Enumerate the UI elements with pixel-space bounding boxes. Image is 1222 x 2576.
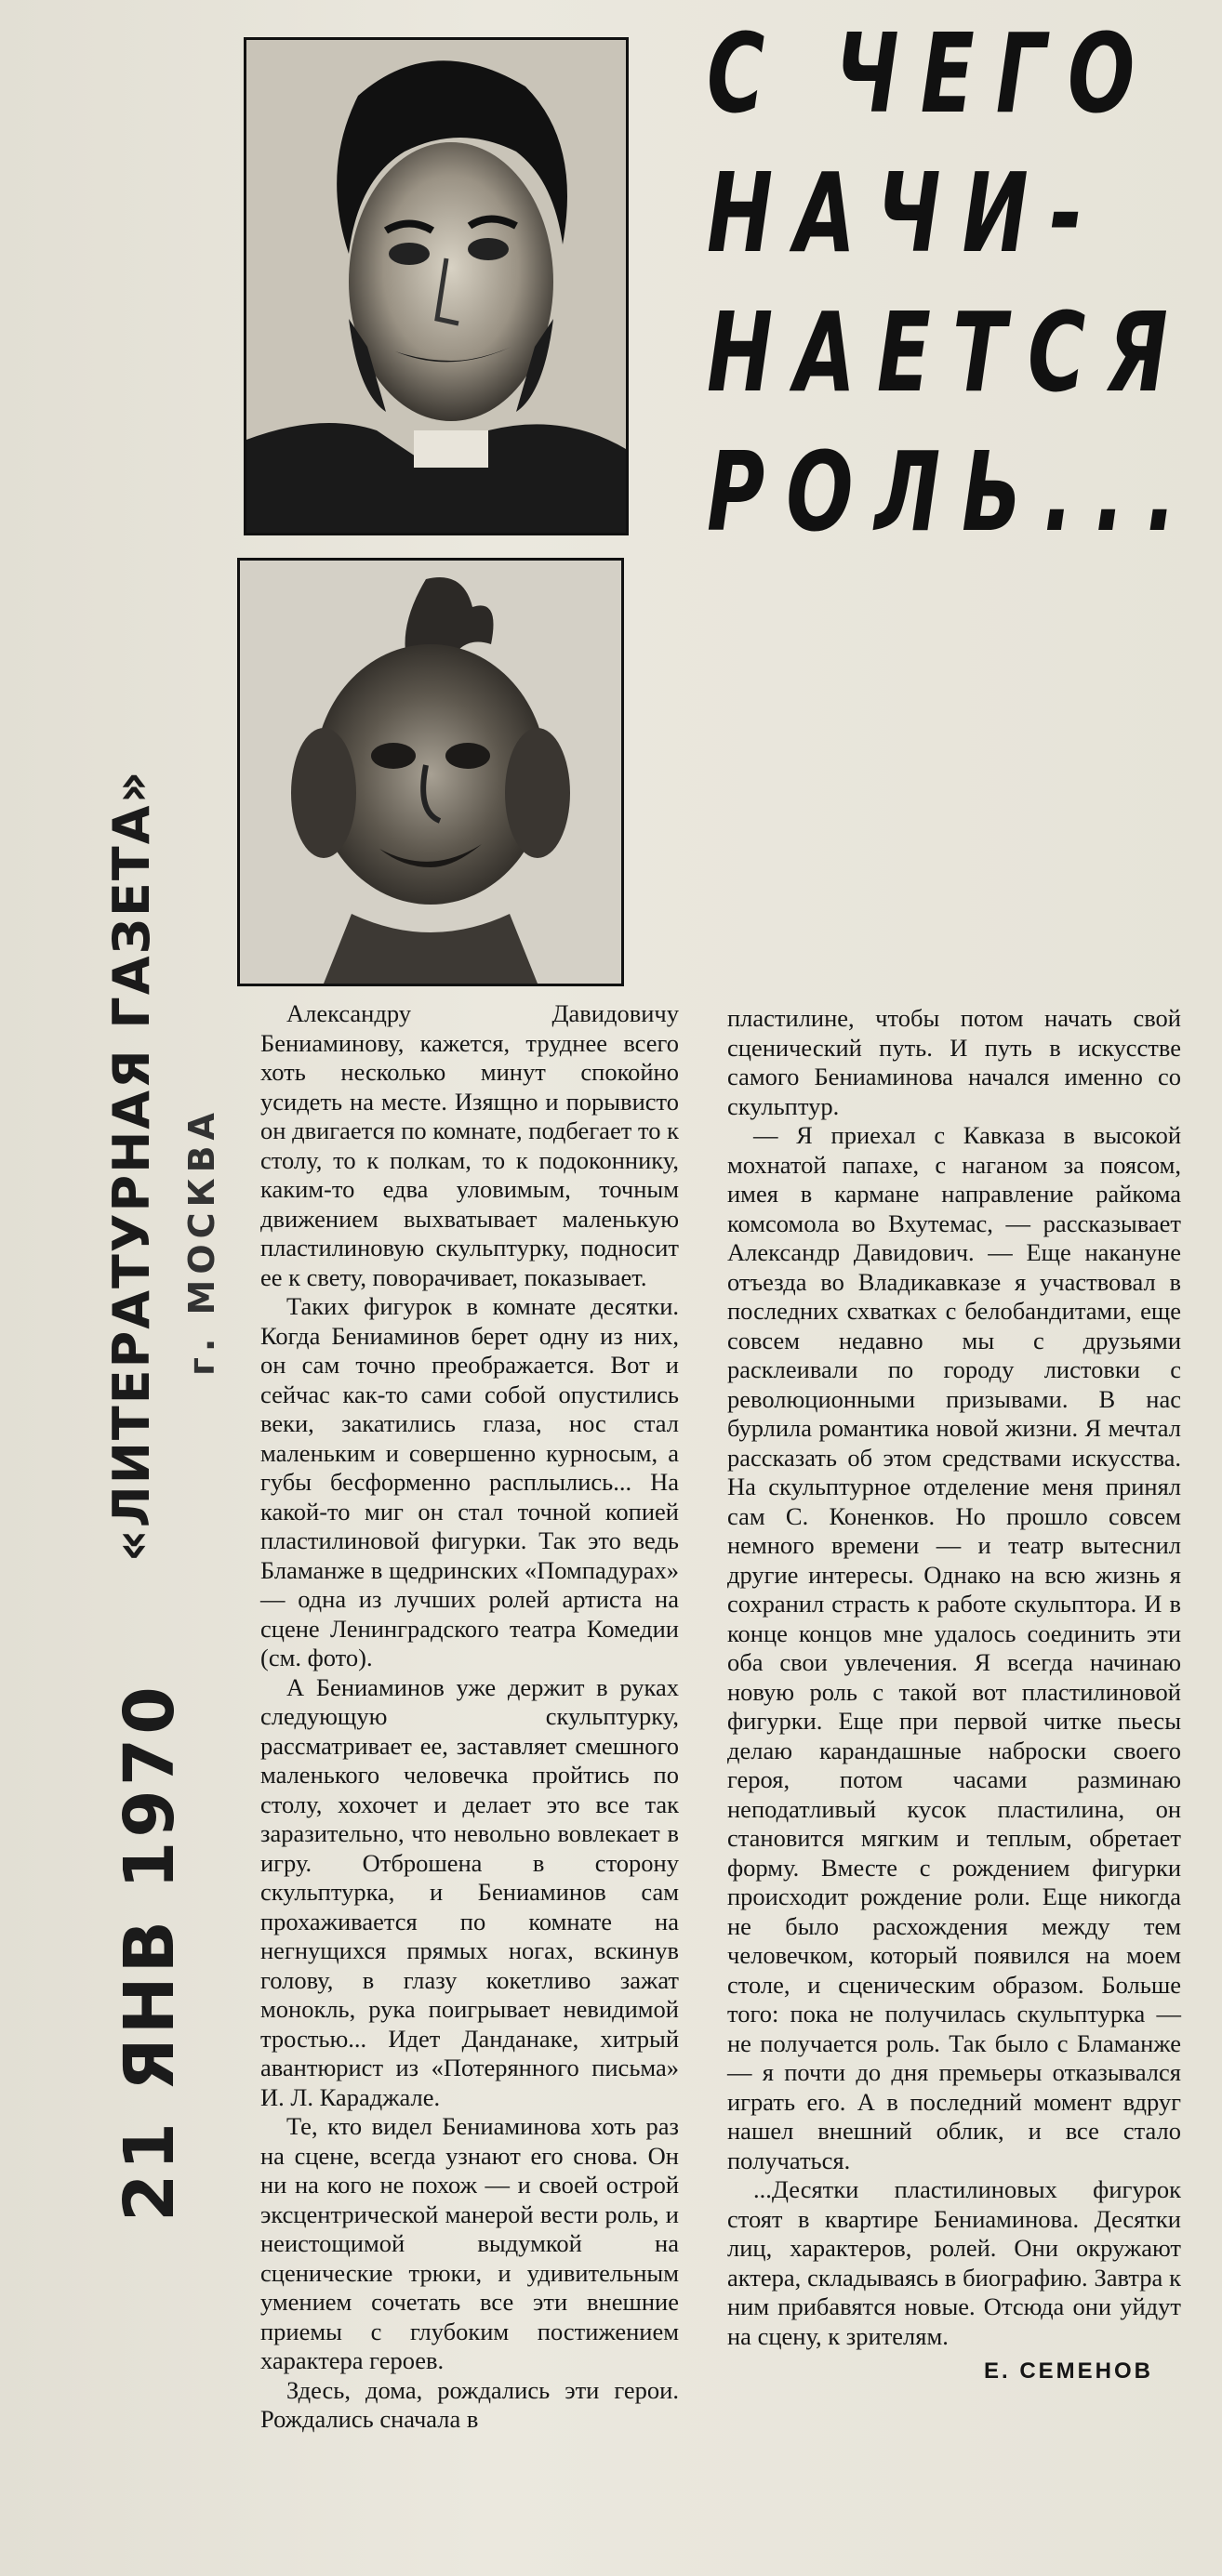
date-stamp: 21 ЯНВ 1970 (110, 1683, 190, 2222)
headline-line-1: С ЧЕГО (707, 9, 1157, 138)
paragraph: пластилине, чтобы потом начать свой сценический путь. И путь в искусстве самого Бениаминова начался именно со скульптур. (727, 1004, 1181, 1120)
newspaper-name-stamp: «ЛИТЕРАТУРНАЯ ГАЗЕТА» (102, 769, 161, 1562)
actor-portrait-image (246, 40, 626, 533)
article-column-left (260, 999, 679, 2435)
actor-portrait-photo (244, 37, 629, 535)
paragraph: — Я приехал с Кавказа в высокой мохнатой папахе, с наганом за поясом, имея в кармане направление райкома комсомола во Вхутемас, — рассказывает Александр Давидович. — Еще накануне отъезда во Владикавказе я участвовал в последних схватках с белобандитами, еще совсем недавно мы с друзьями расклеивали по городу листовки с революционными призывами. В нас бурлила романтика новой жизни. Я мечтал рассказать об этом средствами искусства. На скульптурное отделение меня принял сам С. Коненков. Но прошло совсем немного времени — и театр вытеснил другие интересы. Однако на всю жизнь я сохранил страсть к работе скульптора. И в конце концов мне удалось соединить эти оба свои увлечения. Я всегда начинаю новую роль с такой вот пластилиновой фигурки. Еще при первой читке пьесы делаю карандашные наброски своего героя, потом часами разминаю неподатливый кусок пластилина, он становится мягким и теплым, обретает форму. Вместе с рождением фигурки происходит рождение роли. Еще никогда не было расхождения между тем человечком, который появился на моем столе, и сценическим образом. Больше того: пока не получилась скульптурка — не получается роль. Так было с Бламанже — я почти до дня премьеры отказывался играть его. А в последний момент вдруг нашел внешний облик, и все стало получаться. (727, 1121, 1181, 2174)
headline-line-2: НАЧИ- (707, 149, 1105, 277)
paragraph: Те, кто видел Бениаминова хоть раз на сцене, всегда узнают его снова. Он ни на кого не похож — и своей острой эксцентрической манерой вести роль, и неистощимой выдумкой на сценические трюки, и удивительным умением сочетать все эти внешние приемы с глубоким постижением характера героев. (260, 2112, 679, 2374)
article-column-right (727, 1004, 1181, 2386)
paragraph: Здесь, дома, рождались эти герои. Рождались сначала в (260, 2375, 679, 2433)
author-signature: Е. СЕМЕНОВ (983, 2358, 1153, 2384)
headline-line-3: НАЕТСЯ (707, 288, 1189, 416)
plasticine-figurine-photo (237, 558, 624, 986)
article-headline (707, 9, 1198, 576)
paragraph: ...Десятки пластилиновых фигурок стоят в квартире Бениаминова. Десятки лиц, характеров, ролей. Они окружают актера, складываясь в биографию. Завтра к ним прибавятся новые. Отсюда они уйдут на сцену, к зрителям. (727, 2175, 1181, 2350)
headline-line-4: РОЛЬ... (707, 428, 1198, 556)
city-stamp: г. МОСКВА (181, 1107, 222, 1376)
paragraph: Таких фигурок в комнате десятки. Когда Бениаминов берет одну из них, он сам точно преображается. Вот и сейчас как-то сами собой опустились веки, закатились глаза, нос стал маленьким и совершенно курносым, а губы бесформенно расплылись... На какой-то миг он стал точной копией пластилиновой фигурки. Так это ведь Бламанже в щедринских «Помпадурах» — одна из лучших ролей артиста на сцене Ленинградского театра Комедии (см. фото). (260, 1292, 679, 1671)
paragraph: Александру Давидовичу Бениаминову, кажется, труднее всего хоть несколько минут спокойно усидеть на месте. Изящно и порывисто он двигается по комнате, подбегает то к столу, то к полкам, то к подоконнику, каким-то едва уловимым, точным движением выхватывает маленькую пластилиновую скульптурку, подносит ее к свету, поворачивает, показывает. (260, 999, 679, 1291)
plasticine-figurine-image (240, 561, 621, 984)
paragraph: А Бениаминов уже держит в руках следующую скульптурку, рассматривает ее, заставляет смешного маленького человечка пройтись по столу, хохочет и делает это все так заразительно, что невольно вовлекает в игру. Отброшена в сторону скульптурка, и Бениаминов сам прохаживается по комнате на негнущихся прямых ногах, вскинув голову, в глазу кокетливо зажат монокль, рука поигрывает невидимой тростью... Идет Данданаке, хитрый авантюрист из «Потерянного письма» И. Л. Караджале. (260, 1672, 679, 2111)
